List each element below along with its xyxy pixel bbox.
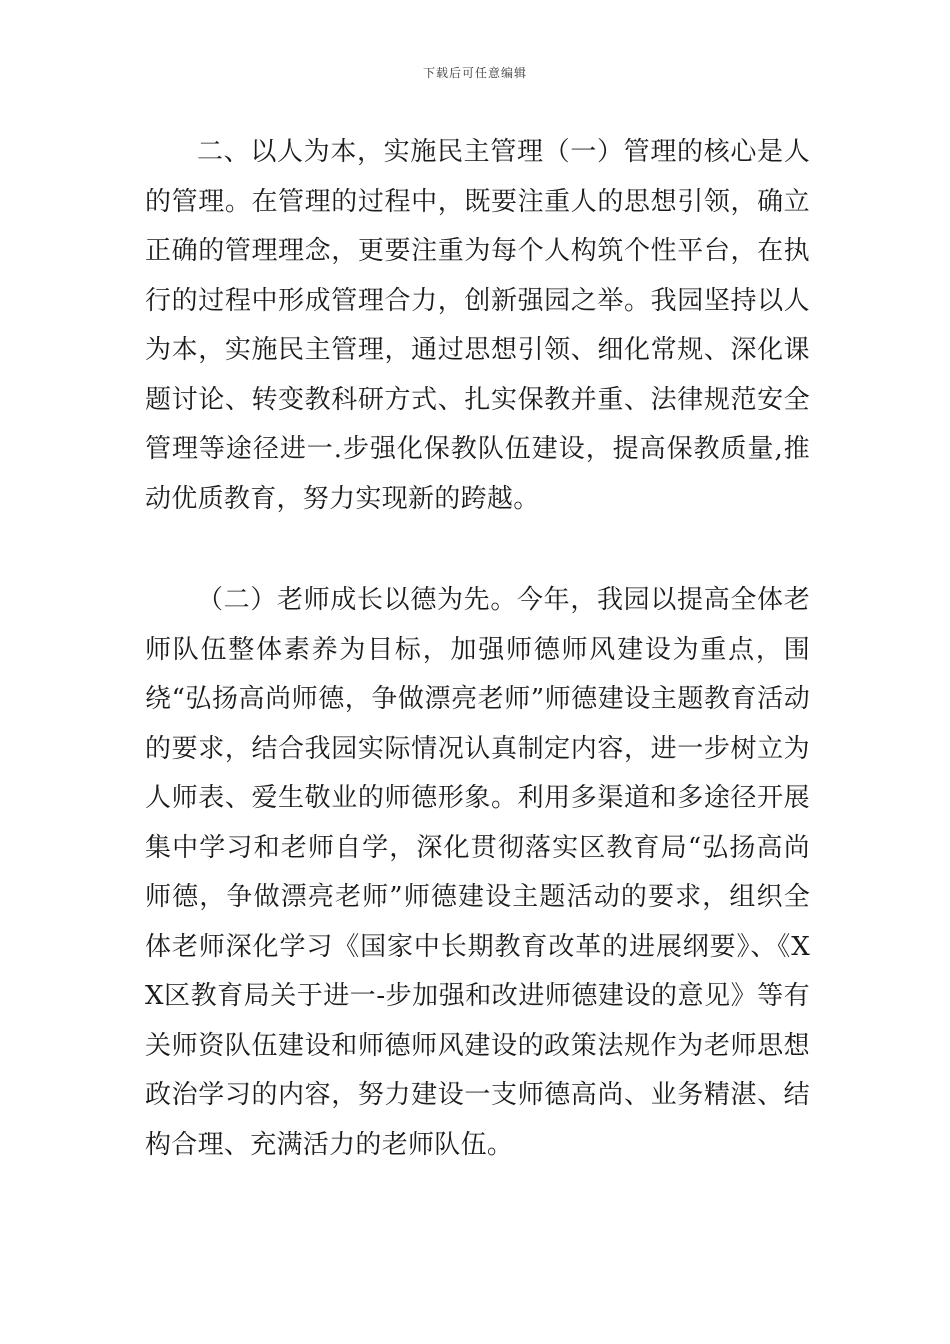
paragraph-management: 二、以人为本，实施民主管理（一）管理的核心是人的管理。在管理的过程中，既要注重人的思想引领，确立正确的管理理念，更要注重为每个人构筑个性平台，在执行的过程中形成管理合力，创新强园之举。我园坚持以人为本，实施民主管理，通过思想引领、细化常规、深化课题讨论、转变教科研方式、扎实保教并重、法律规范安全管理等途径进一.步强化保教队伍建设，提高保教质量,推动优质教育，努力实现新的跨越。 [145, 137, 810, 514]
paragraph-teacher-ethics: （二）老师成长以德为先。今年，我园以提高全体老师队伍整体素养为目标，加强师德师风建设为重点，围绕“弘扬高尚师德，争做漂亮老师”师德建设主题教育活动的要求，结合我园实际情况认真制定内容，进一步树立为人师表、爱生敬业的师德形象。利用多渠道和多途径开展集中学习和老师自学，深化贯彻落实区教育局“弘扬高尚师德，争做漂亮老师”师德建设主题活动的要求，组织全体老师深化学习《国家中长期教育改革的进展纲要》、《XX区教育局关于进一-步加强和改进师德建设的意见》等有关师资队伍建设和师德师风建设的政策法规作为老师思想政治学习的内容，努力建设一支师德高尚、业务精湛、结构合理、充满活力的老师队伍。 [145, 585, 810, 1160]
header-note: 下载后可任意编辑 [422, 66, 527, 80]
